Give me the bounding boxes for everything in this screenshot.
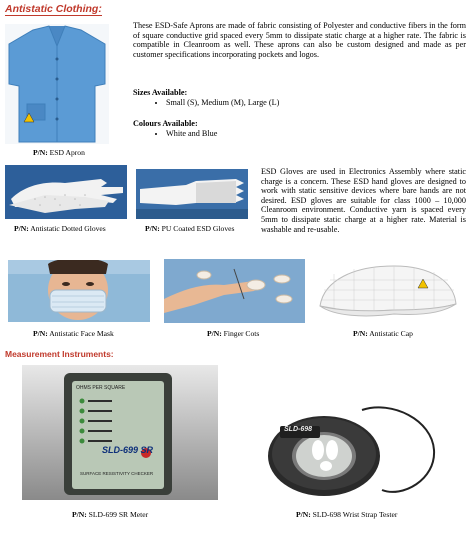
colours-title: Colours Available: bbox=[133, 119, 198, 128]
pu-gloves-image bbox=[136, 169, 248, 219]
pu-gloves-caption: P/N: PU Coated ESD Gloves bbox=[145, 224, 235, 233]
esd-apron-image bbox=[5, 24, 109, 144]
wrist-strap-tester-image bbox=[262, 370, 444, 502]
sr-meter-image bbox=[22, 365, 218, 500]
finger-cots-caption: P/N: Finger Cots bbox=[207, 329, 260, 338]
sizes-title: Sizes Available: bbox=[133, 88, 188, 97]
antistatic-cap-image bbox=[314, 260, 460, 322]
gloves-description: ESD Gloves are used in Electronics Assembly where static charge is a concern. These ESD hand gloves are designed to work with static sensitive devices where bare hands are not desired. ESD gloves are suitable for class 1000 – 10,000 Cleanroom environment. Conductive yarn is spaced every 5mm to dissipate static charge at a higher rate. Material is washable and re-usable. bbox=[261, 167, 466, 234]
wrist-strap-tester-caption: P/N: SLD-698 Wrist Strap Tester bbox=[296, 510, 398, 519]
dotted-gloves-caption: P/N: Antistatic Dotted Gloves bbox=[14, 224, 106, 233]
apron-description: These ESD-Safe Aprons are made of fabric consisting of Polyester and conductive fibers in the form of square conductive grid spaced every 5mm to dissipate static charge at a higher rate. The fabric is compatible in Cleanroom as well. These aprons can also be custom designed and made as per customer specifications incorporating pockets and logos. bbox=[133, 21, 466, 59]
face-mask-caption: P/N: Antistatic Face Mask bbox=[33, 329, 114, 338]
colour-item: • White and Blue bbox=[166, 129, 217, 139]
esd-apron-caption: P/N: ESD Apron bbox=[33, 148, 85, 157]
meter-bottom-label: SURFACE RESISTIVITY CHECKER bbox=[80, 471, 154, 476]
meter-display-top: OHMS PER SQUARE bbox=[76, 385, 126, 391]
size-item: • Small (S), Medium (M), Large (L) bbox=[166, 98, 279, 108]
measurement-instruments-heading: Measurement Instruments: bbox=[5, 349, 114, 359]
meter-logo: SLD-699 SR bbox=[102, 445, 154, 455]
tester-logo: SLD-698 bbox=[284, 426, 313, 433]
sr-meter-caption: P/N: SLD-699 SR Meter bbox=[72, 510, 149, 519]
face-mask-image bbox=[8, 260, 150, 322]
antistatic-cap-caption: P/N: Antistatic Cap bbox=[353, 329, 413, 338]
colours-list bbox=[136, 129, 217, 139]
dotted-gloves-image bbox=[5, 165, 127, 219]
sizes-list bbox=[136, 98, 279, 108]
antistatic-clothing-heading: Antistatic Clothing: bbox=[5, 3, 102, 15]
finger-cots-image bbox=[164, 259, 305, 323]
